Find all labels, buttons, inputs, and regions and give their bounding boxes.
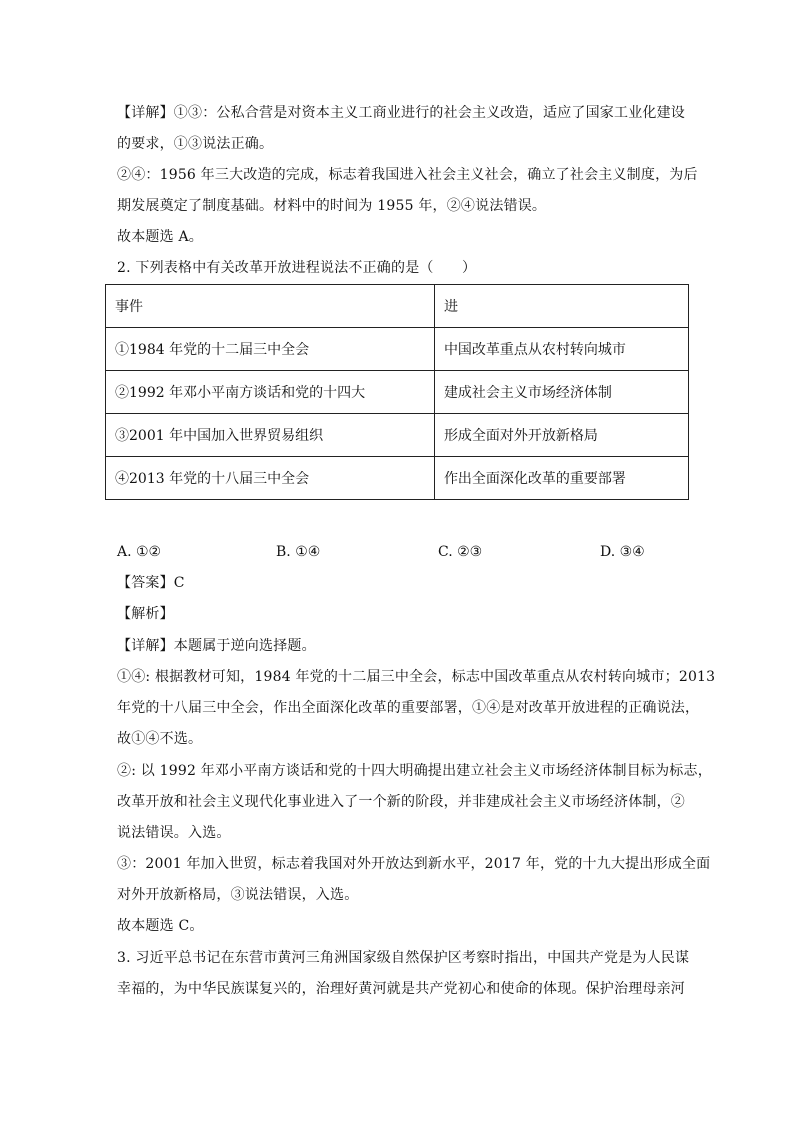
table-row [106, 328, 689, 371]
detail-text: 期发展奠定了制度基础。材料中的时间为 1955 年，②④说法错误。 [117, 198, 547, 214]
option-d: D. ③④ [600, 544, 645, 560]
table-row [106, 414, 689, 457]
question-stem: 3. 习近平总书记在东营市黄河三角洲国家级自然保护区考察时指出，中国共产党是为人民谋 [117, 950, 690, 966]
table-cell: 形成全面对外开放新格局 [434, 414, 688, 457]
analysis-text: 故①④不选。 [117, 731, 203, 747]
detail-text: 的要求，①③说法正确。 [117, 136, 274, 152]
answer-label: 【答案】C [117, 575, 185, 591]
table-header-cell: 事件 [106, 285, 435, 328]
analysis-text: 改革开放和社会主义现代化事业进入了一个新的阶段，并非建成社会主义市场经济体制，② [117, 794, 685, 810]
table-cell: 建成社会主义市场经济体制 [434, 371, 688, 414]
table-row [106, 457, 689, 500]
analysis-text: ③：2001 年加入世贸，标志着我国对外开放达到新水平，2017 年，党的十九大提出形成全面 [117, 856, 711, 872]
conclusion-text: 故本题选 C。 [117, 918, 204, 934]
reform-events-table [105, 284, 689, 500]
question-stem: 幸福的，为中华民族谋复兴的，治理好黄河就是共产党初心和使命的体现。保护治理母亲河 [117, 981, 685, 997]
option-c: C. ②③ [438, 544, 483, 560]
table-cell: ③2001 年中国加入世界贸易组织 [106, 414, 435, 457]
table-header-cell: 进 [434, 285, 688, 328]
table-cell: 作出全面深化改革的重要部署 [434, 457, 688, 500]
analysis-text: 说法错误。入选。 [117, 825, 231, 841]
analysis-text: 【详解】本题属于逆向选择题。 [117, 638, 316, 654]
analysis-text: 对外开放新格局，③说法错误，入选。 [117, 887, 359, 903]
table-cell: ①1984 年党的十二届三中全会 [106, 328, 435, 371]
table-row [106, 371, 689, 414]
question-stem: 2. 下列表格中有关改革开放进程说法不正确的是（ ） [117, 260, 477, 276]
table-cell: ④2013 年党的十八届三中全会 [106, 457, 435, 500]
conclusion-text: 故本题选 A。 [117, 229, 203, 245]
analysis-text: ①④: 根据教材可知，1984 年党的十二届三中全会，标志中国改革重点从农村转向城市；2013 [117, 669, 716, 685]
option-a: A. ①② [117, 544, 162, 560]
option-b: B. ①④ [276, 544, 321, 560]
detail-text: 【详解】①③：公私合营是对资本主义工商业进行的社会主义改造，适应了国家工业化建设 [117, 105, 685, 121]
table-header-row [106, 285, 689, 328]
table-cell: ②1992 年邓小平南方谈话和党的十四大 [106, 371, 435, 414]
detail-text: ②④：1956 年三大改造的完成，标志着我国进入社会主义社会，确立了社会主义制度，为后 [117, 167, 698, 183]
table-cell: 中国改革重点从农村转向城市 [434, 328, 688, 371]
analysis-title: 【解析】 [117, 606, 174, 622]
analysis-text: ②: 以 1992 年邓小平南方谈话和党的十四大明确提出建立社会主义市场经济体制目标为标志， [117, 763, 712, 779]
analysis-text: 年党的十八届三中全会，作出全面深化改革的重要部署，①④是对改革开放进程的正确说法， [117, 700, 700, 716]
